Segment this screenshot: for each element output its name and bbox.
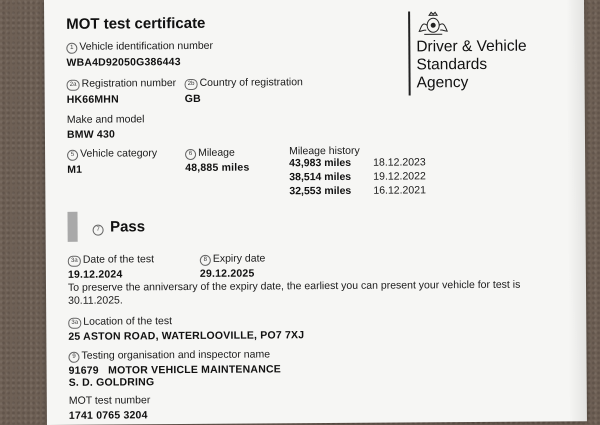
location-label (68, 315, 172, 329)
test-date-label-text: Date of the test (82, 253, 155, 266)
agency-line-1: Driver & Vehicle (416, 37, 527, 56)
registration-label (67, 77, 177, 91)
mileage-history-label: Mileage history (289, 144, 360, 158)
vin-label (66, 40, 213, 54)
category-label-text: Vehicle category (80, 147, 158, 160)
field-number: 8 (200, 255, 211, 266)
pass-status-bar (67, 212, 77, 242)
anniversary-note: To preserve the anniversary of the expiry date, the earliest you can present your vehicle for test is 30.11.2025. (67, 278, 521, 307)
certificate-title: MOT test certificate (66, 14, 206, 33)
expiry-date-label (200, 252, 266, 265)
paper-shade (566, 0, 587, 421)
field-number: 6 (185, 149, 196, 160)
agency-line-3: Agency (416, 74, 469, 92)
mileage-label (185, 147, 235, 160)
history-miles: 38,514 miles (289, 170, 352, 184)
expiry-date-label-text: Expiry date (212, 252, 266, 265)
make-model-value: BMW 430 (66, 128, 116, 141)
mileage-history-row (289, 184, 426, 199)
field-number: 1 (66, 43, 77, 54)
vin-label-text: Vehicle identification number (79, 39, 214, 53)
make-model-label: Make and model (66, 113, 145, 126)
mileage-history-table (289, 156, 426, 199)
field-number: 5 (67, 150, 78, 161)
country-label-text: Country of registration (199, 76, 303, 89)
test-date-value: 19.12.2024 (67, 268, 123, 281)
inspector-name: S. D. GOLDRING (68, 376, 155, 389)
country-value: GB (184, 92, 201, 106)
category-value: M1 (67, 163, 83, 176)
location-value: 25 ASTON ROAD, WATERLOOVILLE, PO7 7XJ (68, 329, 305, 343)
field-number: 9 (68, 352, 79, 363)
history-miles: 43,983 miles (289, 156, 352, 170)
category-label (67, 147, 157, 161)
mileage-value: 48,885 miles (185, 161, 250, 175)
mileage-label-text: Mileage (198, 146, 235, 159)
mileage-history-row (289, 156, 426, 171)
agency-name (416, 38, 527, 93)
history-date: 18.12.2023 (373, 156, 426, 169)
field-number: 3a (68, 318, 81, 329)
history-date: 16.12.2021 (373, 184, 426, 197)
mileage-history-row (289, 170, 426, 185)
pass-text: Pass (109, 218, 146, 236)
expiry-date-value: 29.12.2025 (199, 267, 255, 280)
registration-label-text: Registration number (81, 77, 177, 90)
organisation-label-text: Testing organisation and inspector name (81, 348, 271, 362)
organisation-label (68, 348, 270, 362)
history-date: 19.12.2022 (373, 170, 426, 183)
mot-certificate-page (44, 0, 587, 425)
location-label-text: Location of the test (83, 315, 173, 328)
country-label (185, 76, 303, 90)
field-number: 7 (93, 225, 104, 236)
vin-value: WBA4D92050G386443 (66, 56, 181, 69)
mot-number-label: MOT test number (68, 394, 151, 407)
mot-number-value: 1741 0765 3204 (68, 409, 148, 422)
organisation-value: 91679 MOTOR VEHICLE MAINTENANCE (68, 363, 282, 377)
field-number: 2a (67, 80, 80, 91)
pass-result (93, 218, 146, 236)
dvsa-logo-rule (408, 11, 410, 95)
test-date-label (68, 253, 154, 267)
agency-line-2: Standards (416, 55, 488, 74)
field-number: 2b (185, 79, 198, 90)
registration-value: HK66MHN (66, 93, 119, 106)
field-number: 3a (68, 256, 81, 267)
history-miles: 32,553 miles (289, 184, 352, 198)
